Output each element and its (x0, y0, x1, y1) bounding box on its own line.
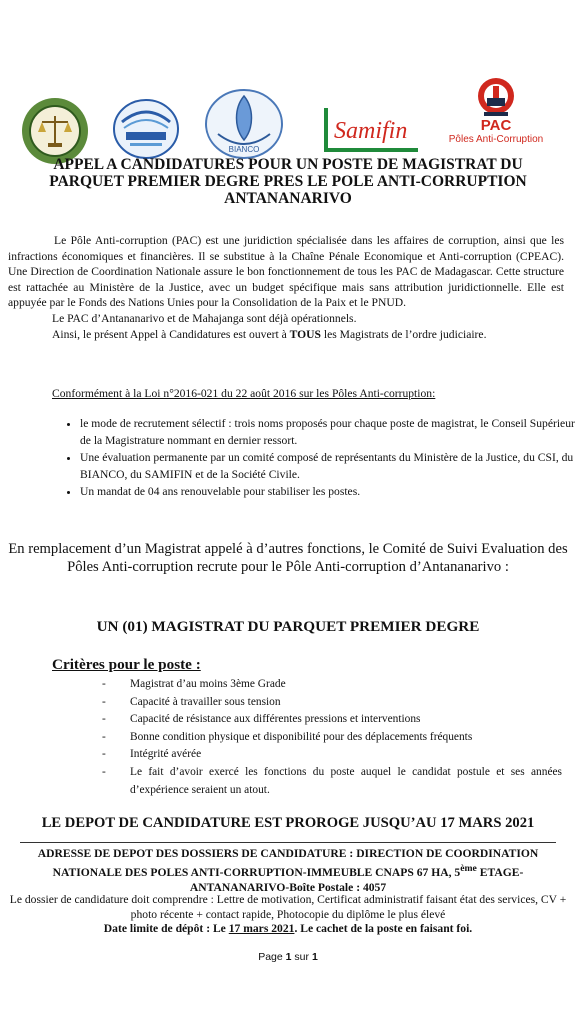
intro-paragraph-1: Le Pôle Anti-corruption (PAC) est une juridiction spécialisée dans les affaires de corruption, ainsi que les infractions économiques et financières. Il se substitue à la Chaîne Pénale Economique et Anti-corruption (CPEAC). Une Direction de Coordination Nationale assure le bon fonctionnement de tous les PAC de Madagascar. Cette structure est rattachée au Ministère de la Justice, avec un budget spécifique mais sans attribution juridictionnelle. Elle est appuyée par le Fonds des Nations Unies pour la Consolidation de la Paix et le PNUD. (8, 234, 564, 310)
divider (20, 842, 556, 843)
dash-bullet: - (102, 678, 106, 690)
samifin-logo (322, 104, 422, 154)
intro-emphasis-tous: TOUS (289, 327, 321, 341)
page-footer (8, 951, 568, 963)
criteria-heading: Critères pour le poste : (52, 656, 201, 673)
bianco-logo (204, 88, 284, 160)
dash-bullet: - (102, 730, 106, 743)
intro-paragraph-3-start: Ainsi, le présent Appel à Candidatures est ouvert à (52, 327, 290, 341)
pac-logo-name: PAC (480, 117, 512, 134)
criteria-text: Bonne condition physique et disponibilité pour des déplacements fréquents (130, 730, 473, 743)
csi-logo (112, 98, 180, 160)
law-point: • le mode de recrutement sélectif : trois noms proposés pour chaque poste de magistrat, le Conseil Supérieur de la Magistrature nommant en dernier ressort. (80, 416, 576, 449)
criteria-text: Capacité à travailler sous tension (130, 695, 281, 708)
criteria-item (100, 676, 562, 694)
dash-bullet: - (102, 765, 106, 778)
limit-date: 17 mars 2021 (228, 922, 295, 935)
limit-text-end: . Le cachet de la poste en faisant foi. (294, 922, 473, 935)
limit-text-start: Date limite de dépôt : Le (103, 922, 229, 935)
dash-bullet: - (102, 713, 106, 726)
intro-paragraph-3 (8, 327, 564, 343)
intro-paragraph-3-end: les Magistrats de l’ordre judiciaire. (320, 327, 487, 341)
address-text-a: ADRESSE DE DEPOT DES DOSSIERS DE CANDIDATURE : DIRECTION DE COORDINATION NATIONALE DES POLES ANTI-CORRUPTION-IMMEUBLE CNAPS 67 HA, 5 (37, 847, 539, 879)
logo-bar (18, 76, 558, 154)
replacement-statement: En remplacement d’un Magistrat appelé à d’autres fonctions, le Comité de Suivi Evaluation des Pôles Anti-corruption recrute pour le Pôle Anti-corruption d’Antananarivo : (8, 541, 568, 575)
criteria-item (100, 764, 562, 799)
pac-logo-subtitle: Pôles Anti-Corruption (448, 134, 544, 145)
position-title: UN (01) MAGISTRAT DU PARQUET PREMIER DEGRE (96, 618, 480, 635)
law-points-list (58, 416, 576, 502)
dash-bullet: - (102, 748, 106, 761)
criteria-item (100, 711, 562, 729)
criteria-text: Le fait d’avoir exercé les fonctions du poste auquel le candidat postule et ses années d’expérience seraient un atout. (130, 765, 562, 796)
criteria-text: Magistrat d’au moins 3ème Grade (130, 678, 286, 690)
intro-section (8, 233, 564, 342)
criteria-text: Intégrité avérée (130, 748, 202, 761)
current-page-number: 1 (285, 951, 292, 963)
criteria-item (100, 694, 562, 712)
address-superscript: ème (460, 863, 477, 874)
address-text-b: ETAGE-ANTANANARIVO-Boîte Postale : 4057 (189, 865, 524, 894)
dash-bullet: - (102, 695, 106, 708)
submission-deadline (8, 922, 568, 935)
of-word: sur (294, 951, 310, 963)
bianco-logo-text: BIANCO (228, 145, 260, 154)
law-point: • Un mandat de 04 ans renouvelable pour stabiliser les postes. (80, 484, 576, 501)
criteria-item (100, 746, 562, 764)
criteria-text: Capacité de résistance aux différentes pressions et interventions (130, 713, 421, 726)
samifin-logo-text: Samifin (334, 118, 408, 144)
total-page-number: 1 (311, 951, 318, 963)
law-heading: Conformément à la Loi n°2016-021 du 22 août 2016 sur les Pôles Anti-corruption: (52, 387, 436, 400)
page-word: Page (258, 951, 283, 963)
intro-paragraph-2: Le PAC d’Antananarivo et de Mahajanga sont déjà opérationnels. (52, 311, 357, 325)
deadline-notice: LE DEPOT DE CANDIDATURE EST PROROGE JUSQU’AU 17 MARS 2021 (41, 815, 535, 831)
criteria-item (100, 729, 562, 747)
document-title: APPEL A CANDIDATURES POUR UN POSTE DE MAGISTRAT DU PARQUET PREMIER DEGRE PRES LE POLE ANTI-CORRUPTION ANTANANARIVO (49, 156, 527, 207)
pac-logo (440, 76, 552, 146)
law-point: • Une évaluation permanente par un comité composé de représentants du Ministère de la Justice, du CSI, du BIANCO, du SAMIFIN et de la Société Civile. (80, 450, 576, 483)
submission-address (8, 846, 568, 895)
criteria-list (100, 676, 562, 799)
required-documents: Le dossier de candidature doit comprendre : Lettre de motivation, Certificat administratif faisant état des services, CV + photo récente + contact rapide, Photocopie du diplôme le plus élevé (9, 893, 567, 921)
